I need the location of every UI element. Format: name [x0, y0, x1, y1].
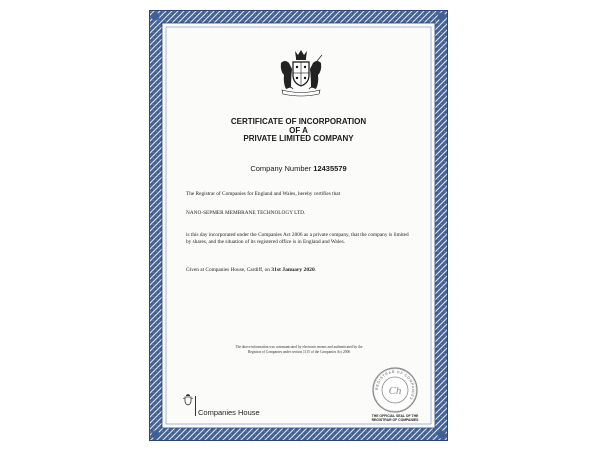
footnote-line: Registrar of Companies under section 1115 of the Companies Act 2006 [247, 350, 351, 354]
logo-divider [195, 396, 196, 416]
seal-caption-line: REGISTRAR OF COMPANIES [371, 418, 419, 423]
company-number-label: Company Number [250, 164, 312, 173]
given-prefix: Given at Companies House, Cardiff, on [186, 267, 270, 273]
seal-ring-text: REGISTRAR OF COMPANIES [374, 369, 416, 401]
company-number-line [189, 164, 408, 173]
company-name: NANO-SEPMER MEMBRANE TECHNOLOGY LTD. [186, 210, 306, 216]
incorporation-text: is this day incorporated under the Companies Act 2006 as a private company, that the company is limited by shares, and the situation of its registered office is in England and Wales. [186, 232, 409, 245]
company-number-value: 12435579 [313, 164, 347, 173]
given-at-line [186, 267, 412, 274]
companies-house-text: Companies House [198, 408, 260, 417]
given-date: 31st January 2020 [271, 267, 315, 273]
title-line: PRIVATE LIMITED COMPANY [243, 134, 354, 143]
companies-house-logo [183, 394, 263, 418]
certificate-title [189, 118, 408, 144]
title-line: CERTIFICATE OF INCORPORATION [230, 117, 367, 126]
crest-icon [183, 394, 193, 406]
royal-coat-of-arms-icon [273, 49, 329, 97]
certificate [149, 10, 448, 441]
given-suffix: . [314, 267, 317, 273]
official-seal [372, 367, 418, 413]
seal-monogram: Ch [388, 385, 402, 397]
seal-caption-line: THE OFFICIAL SEAL OF THE [371, 414, 419, 418]
seal-caption [363, 414, 427, 423]
title-line: OF A [289, 125, 308, 135]
certifies-text: The Registrar of Companies for England and Wales, hereby certifies that [186, 191, 341, 197]
authentication-footnote [194, 345, 404, 355]
footnote-line: The above information was communicated by electronic means and authenticated by the [235, 345, 363, 349]
